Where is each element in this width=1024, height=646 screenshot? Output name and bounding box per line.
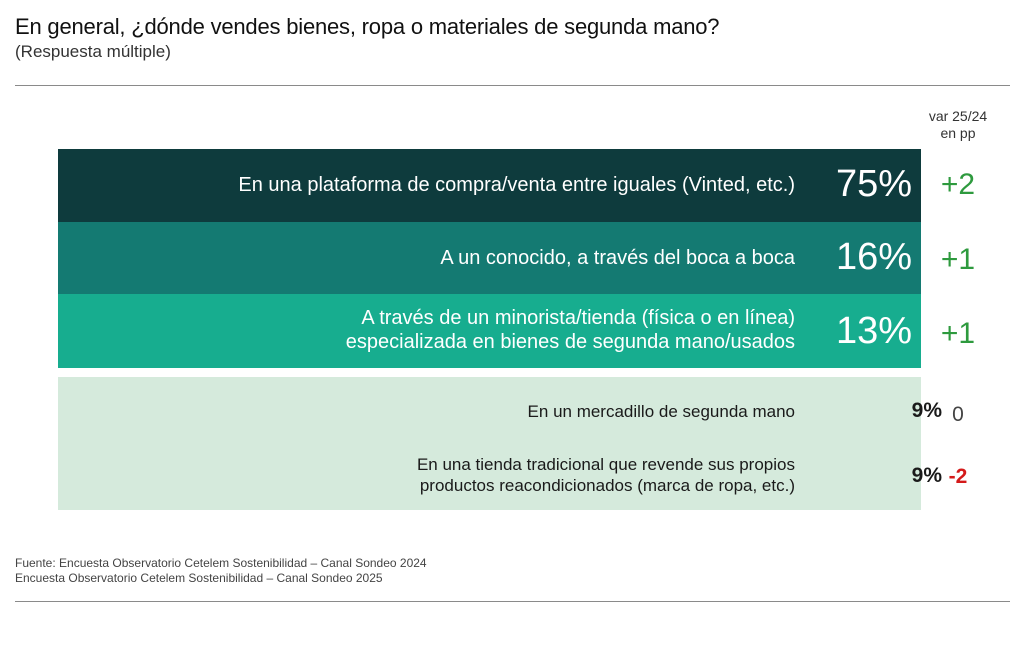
variation-value-1: +2	[940, 168, 976, 201]
bar-label-3-line2: especializada en bienes de segunda mano/usados	[345, 331, 795, 353]
bar-row-3	[58, 294, 921, 368]
variation-value-5: -2	[948, 465, 968, 488]
bar-value-4: 9%	[911, 399, 942, 422]
bottom-divider	[15, 601, 1010, 602]
chart-title: En general, ¿dónde vendes bienes, ropa o materiales de segunda mano?	[15, 14, 720, 39]
variation-header	[920, 108, 996, 142]
bar-label-3	[346, 306, 795, 354]
variation-header-line2: en pp	[940, 125, 976, 141]
other-responses-box	[58, 377, 942, 510]
source-line-1: Fuente: Encuesta Observatorio Cetelem Sostenibilidad – Canal Sondeo 2024	[15, 556, 427, 570]
bar-label-2: A un conocido, a través del boca a boca	[440, 247, 795, 269]
top-divider	[15, 85, 1010, 86]
bar-label-1: En una plataforma de compra/venta entre iguales (Vinted, etc.)	[238, 174, 795, 196]
variation-value-3: +1	[940, 317, 976, 350]
bar-label-5-line1: En una tienda tradicional que revende sus propios	[416, 455, 795, 474]
bar-row-2	[58, 222, 921, 294]
variation-header-line1: var 25/24	[928, 108, 988, 124]
bar-label-3-line1: A través de un minorista/tienda (física o en línea)	[361, 307, 795, 329]
bar-value-2: 16%	[835, 236, 912, 278]
variation-value-4: 0	[952, 403, 964, 426]
bar-row-1	[58, 149, 921, 222]
variation-value-2: +1	[940, 243, 976, 276]
bar-value-3: 13%	[835, 310, 912, 352]
bar-label-5-line2: productos reacondicionados (marca de ropa, etc.)	[419, 476, 795, 495]
bar-label-4: En un mercadillo de segunda mano	[527, 402, 795, 421]
source-line-2: Encuesta Observatorio Cetelem Sostenibilidad – Canal Sondeo 2025	[15, 571, 383, 585]
bar-value-1: 75%	[835, 163, 912, 205]
chart-subtitle: (Respuesta múltiple)	[15, 42, 171, 61]
bar-value-5: 9%	[911, 464, 942, 487]
bar-label-5	[417, 454, 795, 496]
